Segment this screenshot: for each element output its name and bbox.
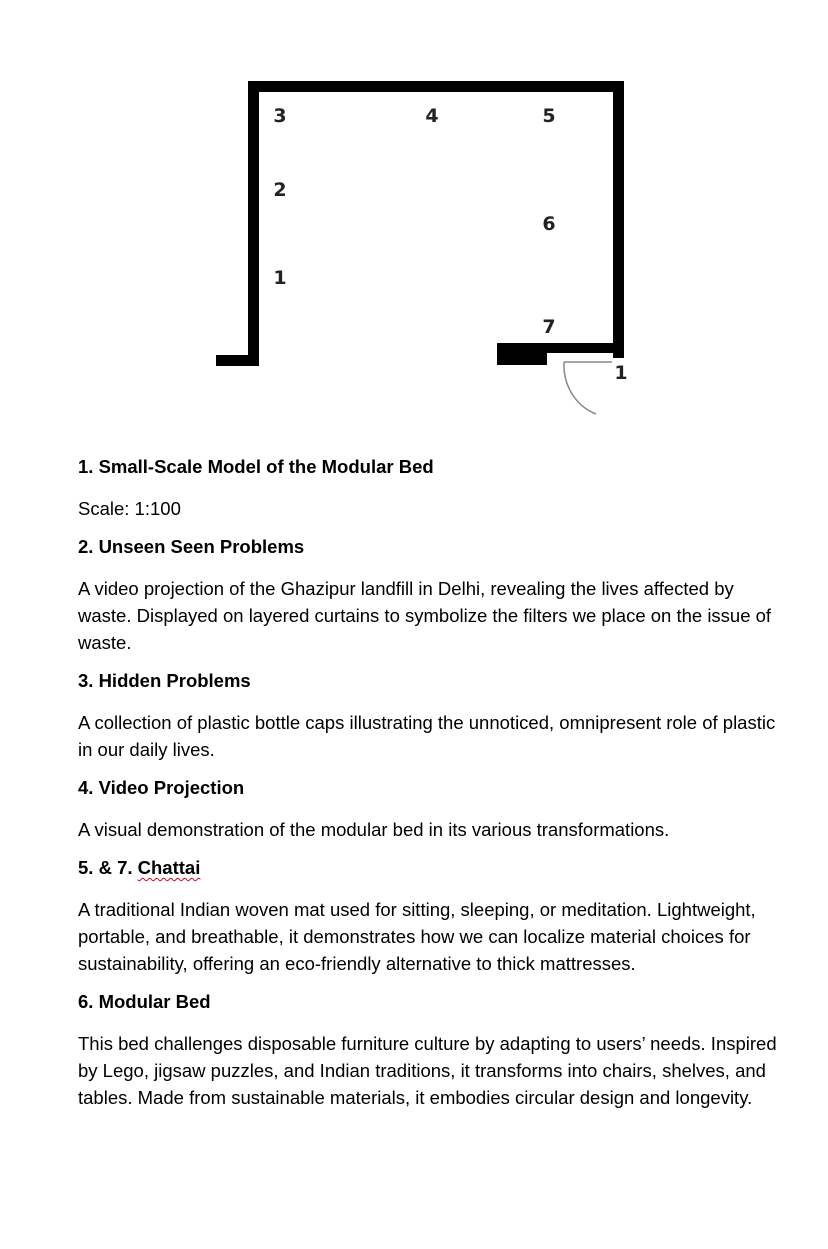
- plan-label-4: 4: [425, 105, 439, 127]
- floor-plan-diagram: [0, 0, 828, 430]
- section-body: A traditional Indian woven mat used for sitting, sleeping, or meditation. Lightweight, portable, and breathable, it demonstrates how we can localize material choices for sustainability, offering an eco-friendly alternative to thick mattresses.: [78, 899, 756, 974]
- plan-label-1: 1: [273, 267, 287, 289]
- section-body: A collection of plastic bottle caps illustrating the unnoticed, omnipresent role of plastic in our daily lives.: [78, 712, 776, 760]
- wall-right-bottom: [545, 343, 624, 353]
- plan-label-2: 2: [273, 179, 287, 201]
- wall-right: [613, 81, 624, 358]
- section-body: Scale: 1:100: [78, 498, 181, 519]
- section-modular-bed: [78, 990, 783, 1111]
- section-video-projection: [78, 776, 783, 843]
- section-unseen-seen-problems: [78, 535, 783, 656]
- section-body: A visual demonstration of the modular bed in its various transformations.: [78, 819, 670, 840]
- document-body: [78, 455, 783, 1124]
- wall-left: [248, 81, 259, 366]
- plan-label-door: 1: [614, 362, 628, 384]
- section-heading-prefix: 5. & 7.: [78, 857, 138, 878]
- section-body: A video projection of the Ghazipur landfill in Delhi, revealing the lives affected by waste. Displayed on layered curtains to symbolize the filters we place on the issue of waste.: [78, 578, 772, 653]
- section-heading: 1. Small-Scale Model of the Modular Bed: [78, 456, 434, 477]
- wall-left-stub: [216, 355, 259, 366]
- section-heading: 3. Hidden Problems: [78, 670, 251, 691]
- section-heading: [78, 856, 783, 880]
- plan-label-6: 6: [542, 213, 556, 235]
- spellcheck-word: Chattai: [137, 857, 201, 878]
- wall-top: [248, 81, 624, 92]
- section-heading: 2. Unseen Seen Problems: [78, 536, 305, 557]
- wall-block: [497, 343, 547, 365]
- section-hidden-problems: [78, 669, 783, 763]
- plan-label-3: 3: [273, 105, 287, 127]
- section-small-scale-model: [78, 455, 783, 522]
- section-heading: 4. Video Projection: [78, 777, 245, 798]
- section-body: This bed challenges disposable furniture culture by adapting to users’ needs. Inspired by Lego, jigsaw puzzles, and Indian traditions, it transforms into chairs, shelves, and tables. Made from sustainable materials, it embodies circular design and longevity.: [78, 1033, 777, 1108]
- plan-label-5: 5: [542, 105, 556, 127]
- section-heading: 6. Modular Bed: [78, 991, 211, 1012]
- section-chattai: [78, 856, 783, 977]
- plan-label-7: 7: [542, 316, 556, 338]
- door-swing-arc: [564, 362, 596, 414]
